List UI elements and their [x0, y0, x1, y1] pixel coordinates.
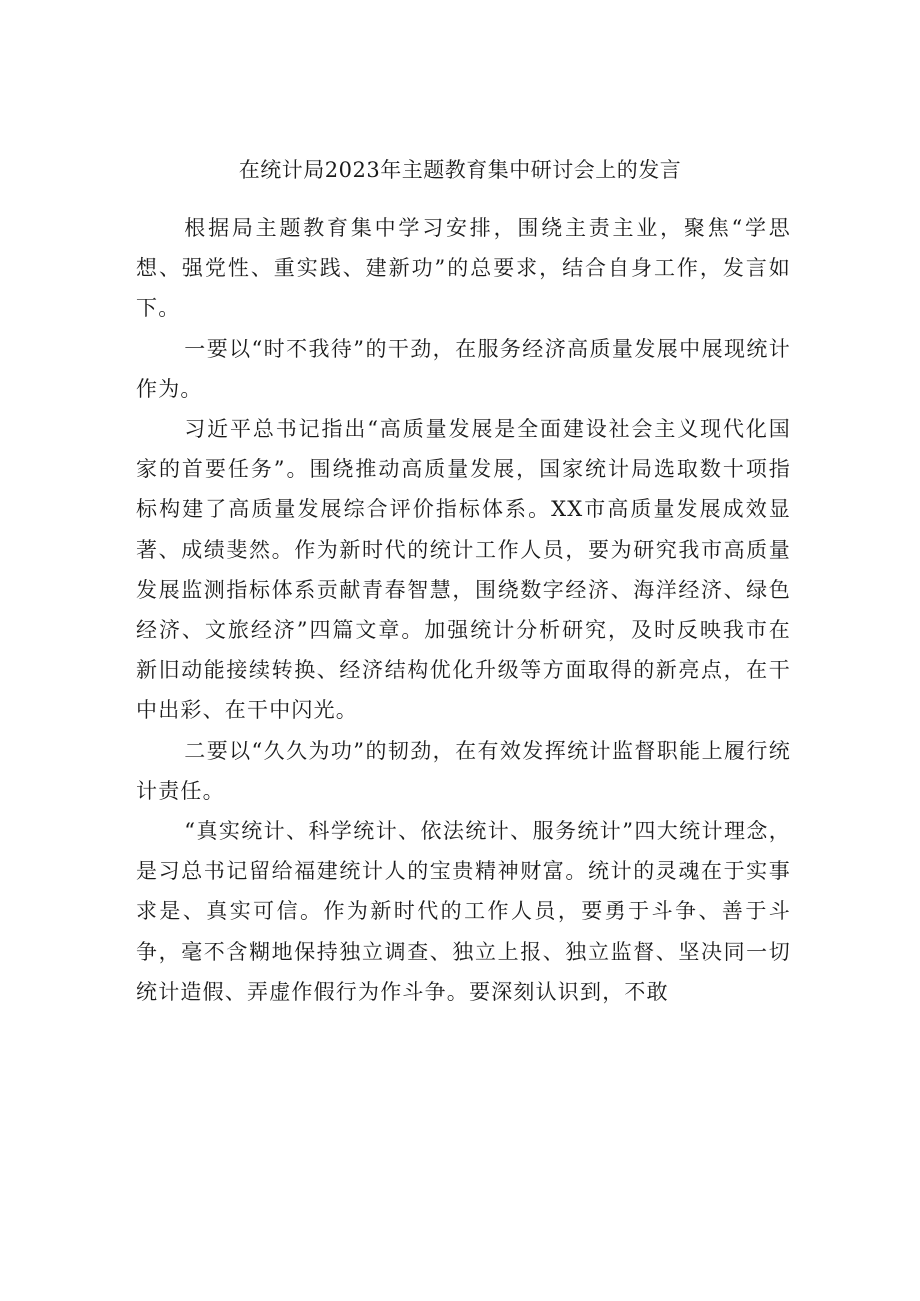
- document-body: [136, 208, 791, 1012]
- document-title: 在统计局2023年主题教育集中研讨会上的发言: [238, 158, 682, 182]
- paragraph-point-one-body: 习近平总书记指出“高质量发展是全面建设社会主义现代化国家的首要任务”。围绕推动高质量发展，国家统计局选取数十项指标构建了高质量发展综合评价指标体系。XX市高质量发展成效显著、成绩斐然。作为新时代的统计工作人员，要为研究我市高质量发展监测指标体系贡献青春智慧，围绕数字经济、海洋经济、绿色经济、文旅经济”四篇文章。加强统计分析研究，及时反映我市在新旧动能接续转换、经济结构优化升级等方面取得的新亮点，在干中出彩、在干中闪光。: [136, 417, 791, 723]
- paragraph-intro: 根据局主题教育集中学习安排，围绕主责主业，聚焦“学思想、强党性、重实践、建新功”的总要求，结合自身工作，发言如下。: [136, 216, 791, 321]
- paragraph-point-two-body: “真实统计、科学统计、依法统计、服务统计”四大统计理念，是习总书记留给福建统计人的宝贵精神财富。统计的灵魂在于实事求是、真实可信。作为新时代的工作人员，要勇于斗争、善于斗争，毫不含糊地保持独立调查、独立上报、独立监督、坚决同一切统计造假、弄虚作假行为作斗争。要深刻认识到，不敢: [136, 819, 791, 1004]
- paragraph-point-two-heading: 二要以“久久为功”的韧劲，在有效发挥统计监督职能上履行统计责任。: [136, 738, 791, 803]
- paragraph-point-one-heading: 一要以“时不我待”的干劲，在服务经济高质量发展中展现统计作为。: [136, 336, 791, 401]
